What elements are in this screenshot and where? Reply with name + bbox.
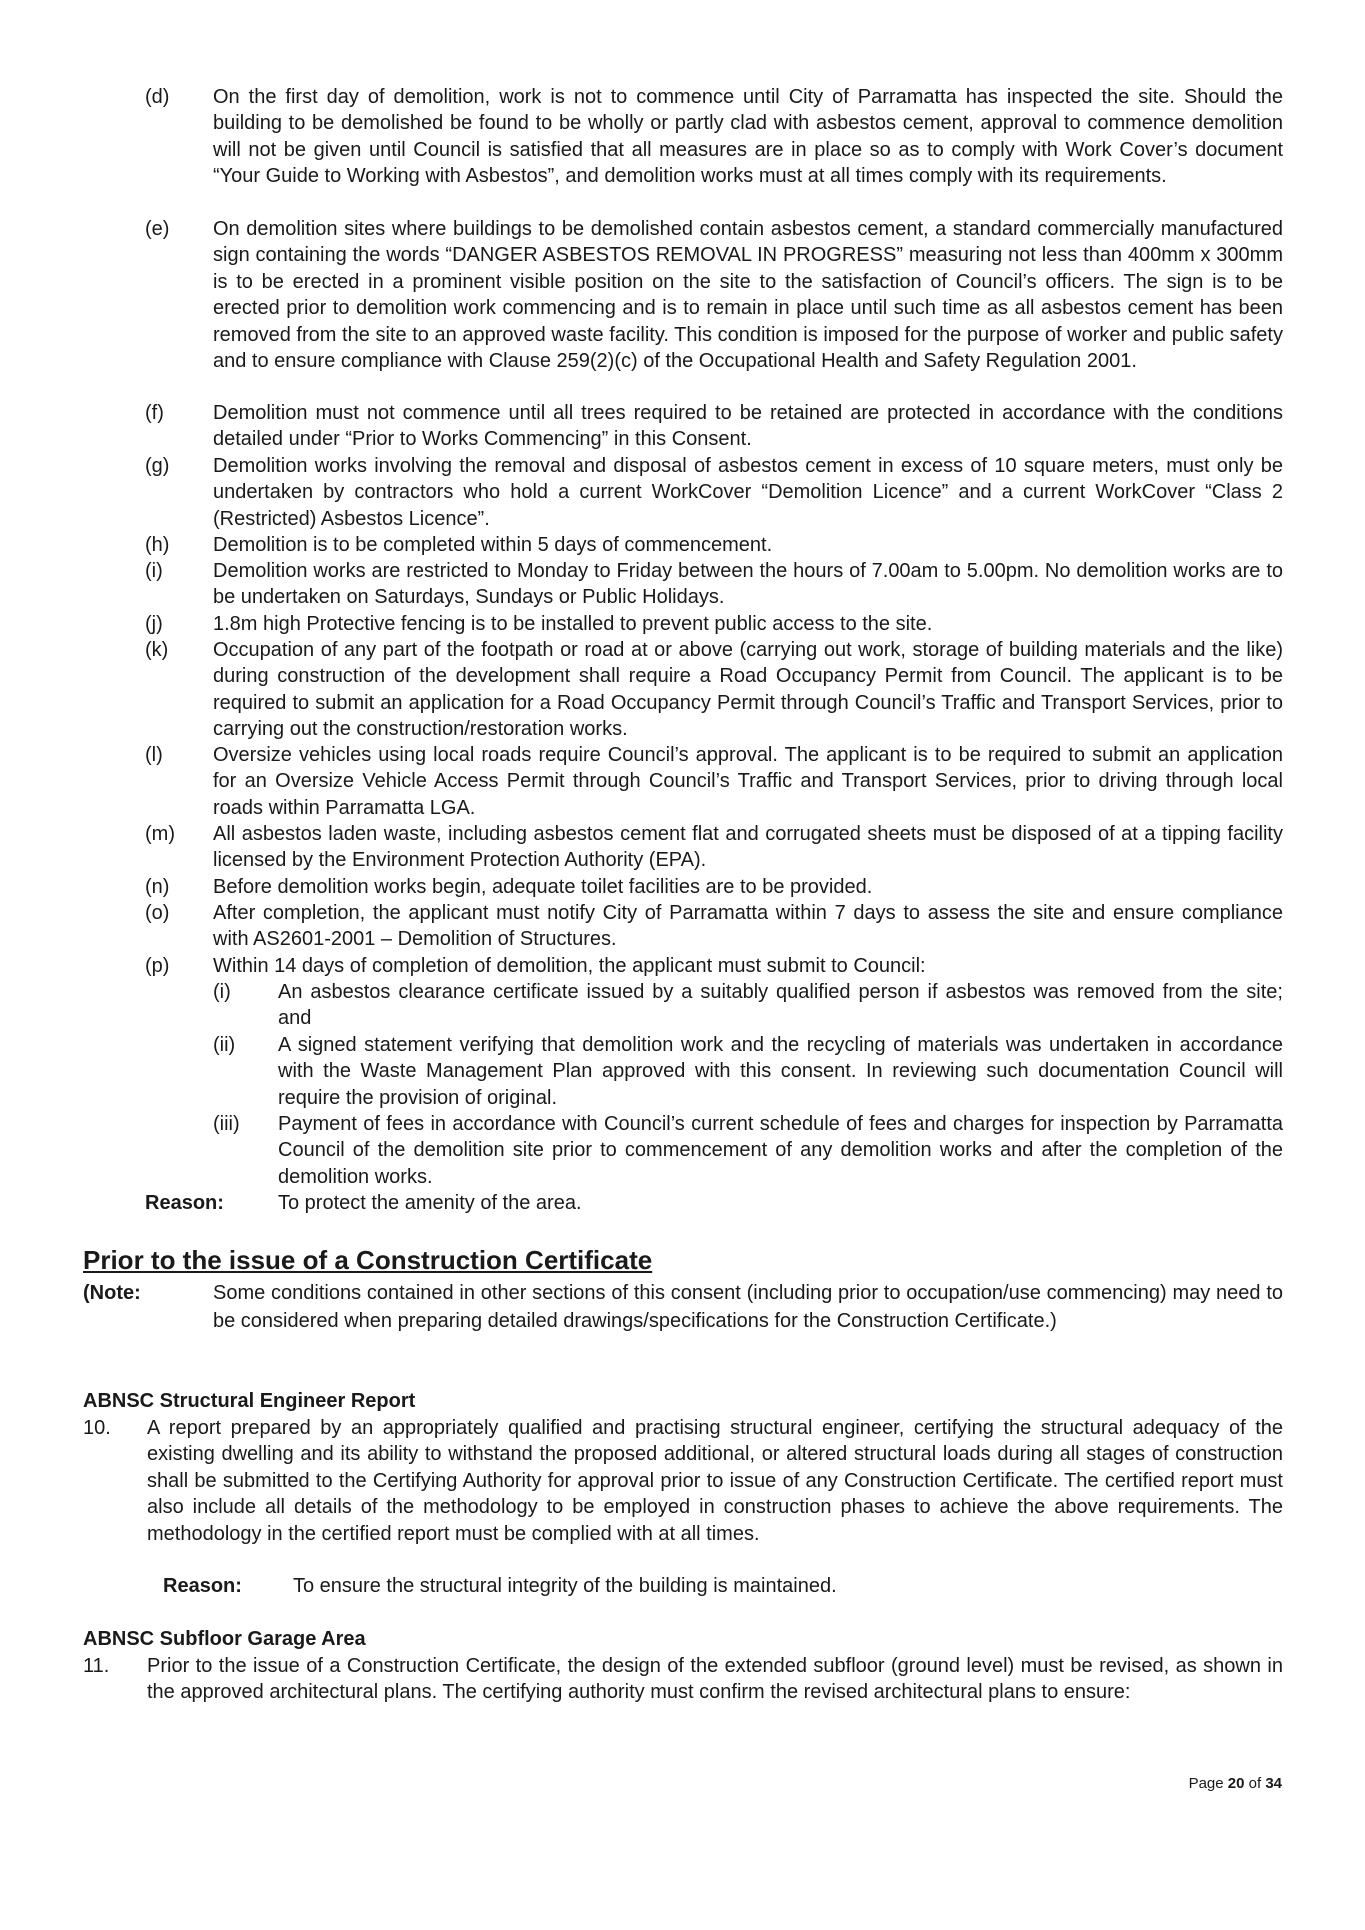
condition-text: On demolition sites where buildings to be demolished contain asbestos cement, a standard commercially manufactured sign containing the words “DANGER ASBESTOS REMOVAL IN PROGRESS” measuring not less than 400mm x 300mm is to be erected in a prominent visible position on the site to the satisfaction of Council’s officers. The sign is to be erected prior to demolition work commencing and is to remain in place until such time as all asbestos cement has been removed from the site to an approved waste facility. This condition is imposed for the purpose of worker and public safety and to ensure compliance with Clause 259(2)(c) of the Occupational Health and Safety Regulation 2001. <box>213 218 1283 373</box>
item11-text: Prior to the issue of a Construction Certificate, the design of the extended subfloor (ground level) must be revised, as shown in the approved architectural plans. The certifying authority must confirm the revised architectural plans to ensure: <box>147 1655 1283 1704</box>
page-current: 20 <box>1227 1775 1245 1792</box>
condition-text: Oversize vehicles using local roads require Council’s approval. The applicant is to be required to submit an application for an Oversize Vehicle Access Permit through Council’s Traffic and Transport Services, prior to driving through local roads within Parramatta LGA. <box>213 744 1283 819</box>
item11-number: 11. <box>83 1655 110 1677</box>
subitem-text: Payment of fees in accordance with Council’s current schedule of fees and charges for inspection by Parramatta Council of the demolition site prior to commencement of any demolition works and after the completion of the demolition works. <box>278 1113 1283 1188</box>
condition-i <box>145 558 1283 611</box>
condition-text: On the first day of demolition, work is not to commence until City of Parramatta has inspected the site. Should the building to be demolished be found to be wholly or partly clad with asbestos cement, approval to commence demolition will not be given until Council is satisfied that all measures are in place so as to comply with Work Cover’s document “Your Guide to Working with Asbestos”, and demolition works must at all times comply with its requirements. <box>213 86 1283 188</box>
item10-text: A report prepared by an appropriately qualified and practising structural engineer, certifying the structural adequacy of the existing dwelling and its ability to withstand the proposed additional, or altered structural loads during all stages of construction shall be submitted to the Certifying Authority for approval prior to issue of any Construction Certificate. The certified report must also include all details of the methodology to be employed in construction phases to achieve the above requirements. The methodology in the certified report must be complied with at all times. <box>147 1417 1283 1545</box>
page-middle: of <box>1244 1775 1266 1792</box>
item11 <box>83 1653 1283 1706</box>
condition-label: (o) <box>145 902 170 924</box>
reason-text: To ensure the structural integrity of the building is maintained. <box>293 1575 837 1597</box>
page-prefix: Page <box>1188 1775 1228 1792</box>
item10-number: 10. <box>83 1417 111 1439</box>
condition-d <box>145 84 1283 190</box>
subitem-label: (ii) <box>213 1034 236 1056</box>
condition-label: (p) <box>145 955 170 977</box>
note-label: (Note: <box>83 1282 141 1304</box>
condition-m <box>145 821 1283 874</box>
condition-label: (m) <box>145 823 175 845</box>
reason-amenity <box>145 1190 1283 1216</box>
condition-label: (k) <box>145 639 169 661</box>
subitem-text: A signed statement verifying that demolition work and the recycling of materials was undertaken in accordance with the Waste Management Plan approved with this consent. In reviewing such documentation Council will require the provision of original. <box>278 1034 1283 1109</box>
subitem-label: (i) <box>213 981 231 1003</box>
condition-label: (f) <box>145 402 164 424</box>
condition-text: Demolition must not commence until all trees required to be retained are protected in accordance with the conditions detailed under “Prior to Works Commencing” in this Consent. <box>213 402 1283 451</box>
condition-label: (g) <box>145 455 170 477</box>
condition-label: (e) <box>145 218 170 240</box>
condition-h <box>145 532 1283 558</box>
reason-label: Reason: <box>163 1575 242 1597</box>
condition-label: (j) <box>145 613 163 635</box>
condition-label: (i) <box>145 560 163 582</box>
page-number <box>1150 1775 1282 1793</box>
condition-text: Demolition works are restricted to Monday to Friday between the hours of 7.00am to 5.00pm. No demolition works are to be undertaken on Saturdays, Sundays or Public Holidays. <box>213 560 1283 609</box>
condition-label: (n) <box>145 876 170 898</box>
note-text: Some conditions contained in other sections of this consent (including prior to occupation/use commencing) may need to be considered when preparing detailed drawings/specifications for the Construction Certificate.) <box>213 1282 1283 1332</box>
condition-text: 1.8m high Protective fencing is to be installed to prevent public access to the site. <box>213 613 933 635</box>
condition-l <box>145 742 1283 821</box>
item10 <box>83 1415 1283 1547</box>
condition-g <box>145 453 1283 532</box>
condition-f <box>145 400 1283 453</box>
condition-text: Demolition is to be completed within 5 days of commencement. <box>213 534 773 556</box>
condition-text: After completion, the applicant must notify City of Parramatta within 7 days to assess the site and ensure compliance with AS2601-2001 – Demolition of Structures. <box>213 902 1283 951</box>
condition-e <box>145 216 1283 374</box>
reason-text: To protect the amenity of the area. <box>278 1192 582 1214</box>
condition-text: Within 14 days of completion of demolition, the applicant must submit to Council: <box>213 955 926 977</box>
subitem-text: An asbestos clearance certificate issued by a suitably qualified person if asbestos was removed from the site; and <box>278 981 1283 1030</box>
subitem-label: (iii) <box>213 1113 240 1135</box>
subitem-i <box>213 979 1283 1032</box>
subitem-ii <box>213 1032 1283 1111</box>
condition-label: (l) <box>145 744 163 766</box>
condition-label: (h) <box>145 534 170 556</box>
condition-text: Occupation of any part of the footpath or road at or above (carrying out work, storage of building materials and the like) during construction of the development shall require a Road Occupancy Permit from Council. The applicant is to be required to submit an application for a Road Occupancy Permit through Council’s Traffic and Transport Services, prior to carrying out the construction/restoration works. <box>213 639 1283 741</box>
condition-text: Before demolition works begin, adequate toilet facilities are to be provided. <box>213 876 873 898</box>
section-heading: Prior to the issue of a Construction Certificate <box>83 1245 653 1275</box>
condition-text: All asbestos laden waste, including asbestos cement flat and corrugated sheets must be disposed of at a tipping facility licensed by the Environment Protection Authority (EPA). <box>213 823 1283 872</box>
condition-j <box>145 611 1283 637</box>
condition-label: (d) <box>145 86 170 108</box>
reason-label: Reason: <box>145 1192 224 1214</box>
condition-n <box>145 874 1283 900</box>
condition-o <box>145 900 1283 953</box>
item10-reason <box>163 1573 1283 1599</box>
note <box>83 1279 1283 1335</box>
condition-text: Demolition works involving the removal and disposal of asbestos cement in excess of 10 square meters, must only be undertaken by contractors who hold a current WorkCover “Demolition Licence” and a current WorkCover “Class 2 (Restricted) Asbestos Licence”. <box>213 455 1283 530</box>
item11-heading: ABNSC Subfloor Garage Area <box>83 1628 366 1650</box>
condition-p <box>145 953 1283 979</box>
subitem-iii <box>213 1111 1283 1190</box>
page-total: 34 <box>1265 1775 1282 1792</box>
condition-k <box>145 637 1283 743</box>
item10-heading: ABNSC Structural Engineer Report <box>83 1390 416 1412</box>
